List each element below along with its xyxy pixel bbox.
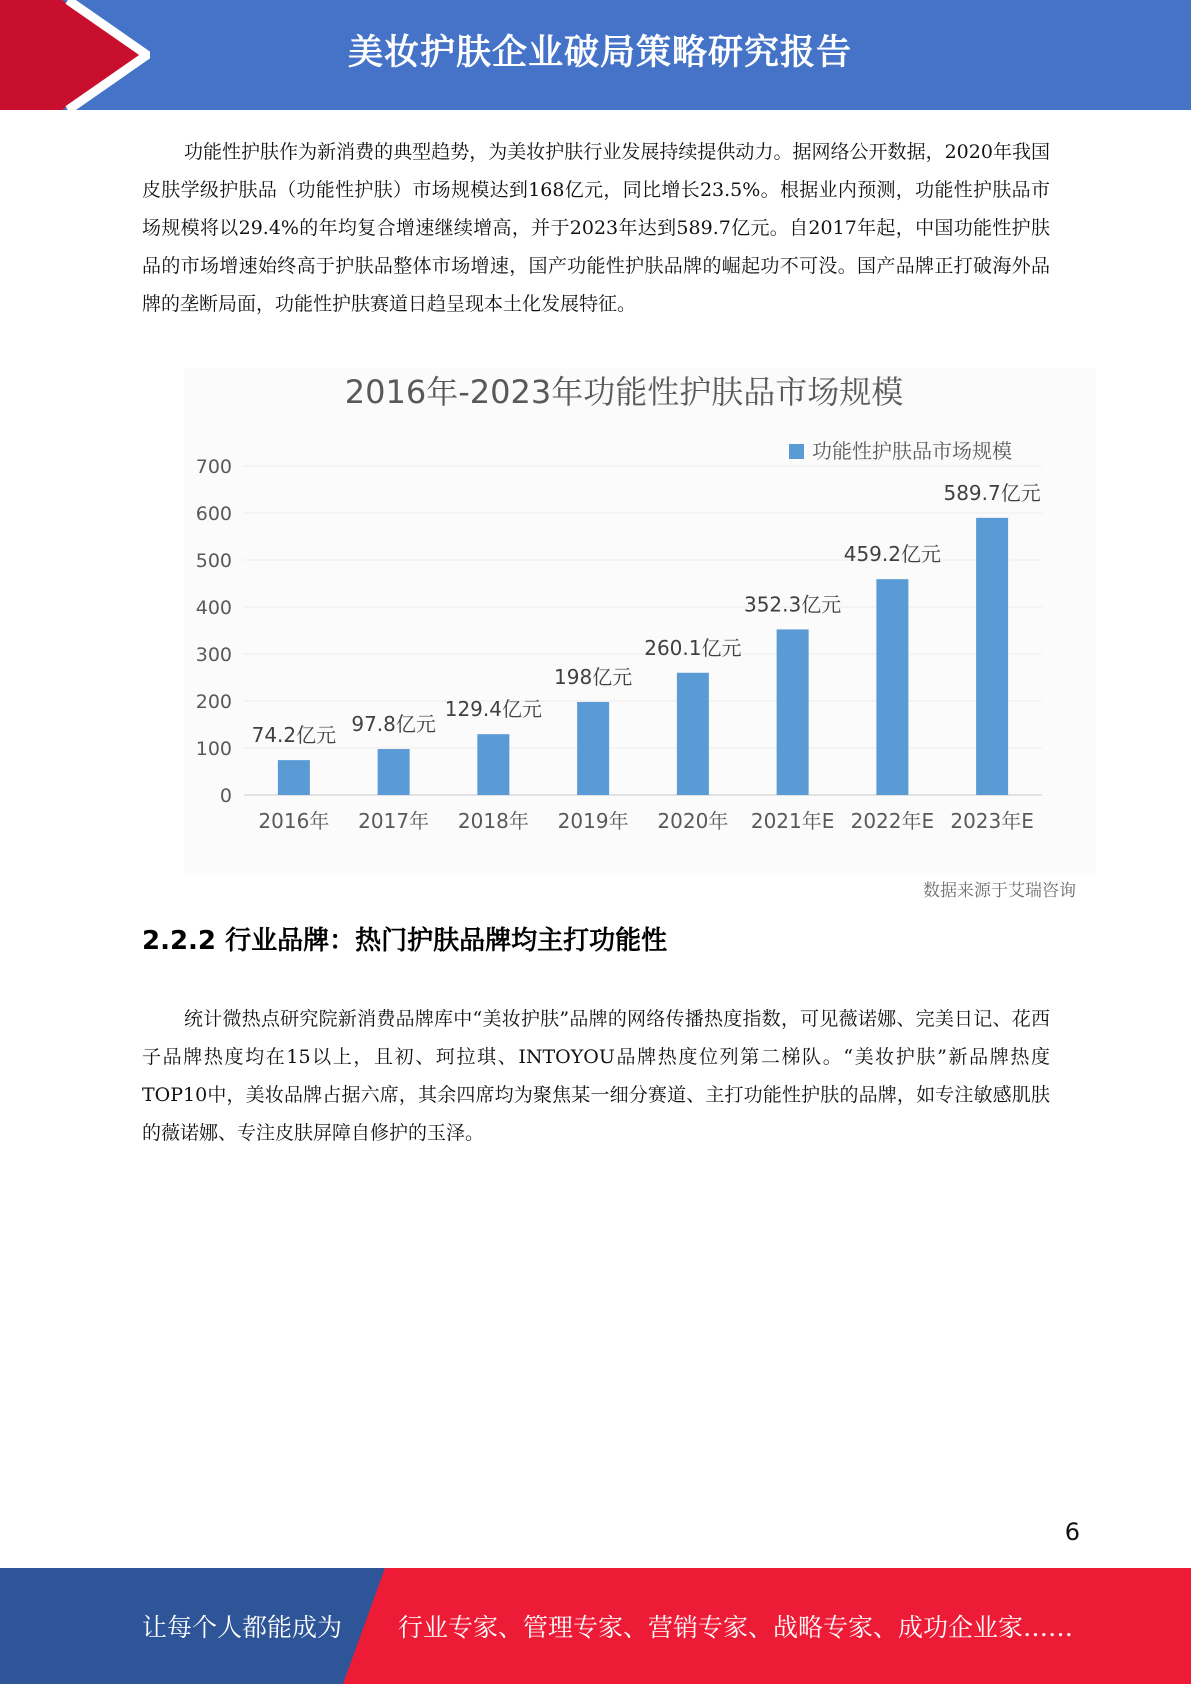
data-label: 74.2亿元: [251, 723, 337, 748]
y-tick-label: 600: [195, 503, 232, 525]
bar-chart-svg: [184, 368, 1096, 873]
x-tick-label: 2018年: [457, 809, 529, 833]
chart-title: 2016年-2023年功能性护肤品市场规模: [344, 373, 904, 411]
y-tick-label: 400: [195, 597, 232, 619]
legend-swatch: [789, 444, 804, 459]
x-tick-label: 2016年: [258, 809, 330, 833]
chart-source-note: 数据来源于艾瑞咨询: [923, 881, 1076, 901]
chart-legend: [789, 439, 1012, 463]
x-tick-label: 2022年E: [850, 809, 935, 833]
data-label: 260.1亿元: [644, 635, 742, 660]
data-label: 352.3亿元: [743, 592, 842, 617]
y-tick-label: 200: [195, 691, 232, 713]
market-size-chart: [184, 368, 1096, 873]
footer-slogan-left: 让每个人都能成为: [142, 1613, 343, 1642]
data-label: 198亿元: [554, 664, 633, 689]
x-tick-label: 2020年: [657, 809, 729, 833]
bar-2017年: [378, 749, 410, 795]
bar-2021年E: [777, 629, 809, 795]
y-tick-label: 0: [219, 785, 232, 807]
x-tick-label: 2021年E: [750, 809, 835, 833]
footer-slogan-right: 行业专家、管理专家、营销专家、战略专家、成功企业家……: [398, 1613, 1074, 1642]
bar-2023年E: [976, 518, 1008, 795]
x-tick-label: 2019年: [557, 809, 629, 833]
bar-2022年E: [876, 579, 908, 795]
header-banner: [0, 0, 1191, 110]
data-label: 97.8亿元: [351, 712, 436, 737]
bar-2018年: [477, 734, 509, 795]
section-heading: 2.2.2 行业品牌：热门护肤品牌均主打功能性: [142, 926, 668, 956]
page-number: 6: [1064, 1518, 1080, 1546]
legend-label: 功能性护肤品市场规模: [812, 439, 1012, 463]
data-label: 589.7亿元: [943, 480, 1041, 505]
data-label: 129.4亿元: [444, 697, 543, 722]
data-label: 459.2亿元: [843, 542, 942, 567]
x-tick-label: 2017年: [358, 809, 430, 833]
bar-2020年: [677, 673, 709, 795]
report-title: 美妆护肤企业破局策略研究报告: [347, 33, 852, 73]
y-tick-label: 500: [195, 550, 232, 572]
intro-paragraph: 功能性护肤作为新消费的典型趋势，为美妆护肤行业发展持续提供动力。据网络公开数据，2020年我国皮肤学级护肤品（功能性护肤）市场规模达到168亿元，同比增长23.5%。根据业内预测，功能性护肤品市场规模将以29.4%的年均复合增速继续增高，并于2023年达到589.7亿元。自2017年起，中国功能性护肤品的市场增速始终高于护肤品整体市场增速，国产功能性护肤品牌的崛起功不可没。国产品牌正打破海外品牌的垄断局面，功能性护肤赛道日趋呈现本土化发展特征。: [142, 141, 1050, 315]
y-tick-label: 700: [195, 456, 232, 478]
bar-2016年: [278, 760, 310, 795]
bar-2019年: [577, 702, 609, 795]
x-tick-label: 2023年E: [950, 809, 1034, 833]
footer-banner: [0, 1568, 1191, 1684]
y-tick-label: 100: [195, 738, 232, 760]
brand-paragraph: 统计微热点研究院新消费品牌库中“美妆护肤”品牌的网络传播热度指数，可见薇诺娜、完美日记、花西子品牌热度均在15以上，且初、珂拉琪、INTOYOU品牌热度位列第二梯队。“美妆护肤”新品牌热度TOP10中，美妆品牌占据六席，其余四席均为聚焦某一细分赛道、主打功能性护肤的品牌，如专注敏感肌肤的薇诺娜、专注皮肤屏障自修护的玉泽。: [142, 1008, 1050, 1144]
y-tick-label: 300: [195, 644, 232, 666]
